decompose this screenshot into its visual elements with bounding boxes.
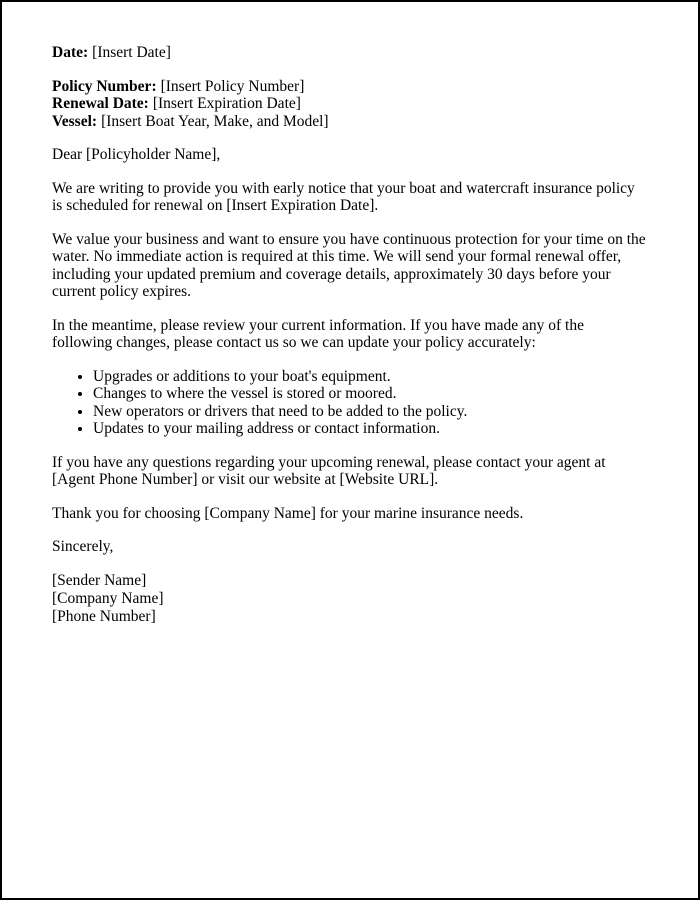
date-line (52, 44, 648, 62)
date-label: Date: (52, 44, 89, 61)
signature-company-name: [Company Name] (52, 589, 164, 607)
paragraph-renewal-notice: We are writing to provide you with early notice that your boat and watercraft insurance policy is scheduled for renewal on [Insert Expiration Date]. (52, 179, 635, 214)
policy-number-label: Policy Number: (52, 77, 157, 95)
vessel-line (52, 113, 648, 131)
paragraph-review-info: In the meantime, please review your current information. If you have made any of the following changes, please contact us so we can update your policy accurately: (52, 316, 584, 351)
date-value: [Insert Date] (92, 44, 171, 61)
policy-info-block (52, 78, 648, 131)
signature-phone-number: [Phone Number] (52, 607, 156, 625)
changes-bullet-list (52, 368, 648, 438)
bullet-contact: • Updates to your mailing address or contact information. (93, 420, 648, 438)
paragraph-value-business: We value your business and want to ensure you have continuous protection for your time on the water. No immediate action is required at this time. We will send your formal renewal offer, including your updated premium and coverage details, approximately 30 days before your current policy expires. (52, 230, 646, 300)
closing: Sincerely, (52, 538, 114, 555)
signature-block (52, 572, 648, 626)
vessel-value: [Insert Boat Year, Make, and Model] (101, 112, 329, 130)
renewal-date-label: Renewal Date: (52, 95, 149, 112)
renewal-date-value: [Insert Expiration Date] (152, 95, 301, 112)
policy-number-value: [Insert Policy Number] (160, 77, 305, 95)
bullet-storage: • Changes to where the vessel is stored or moored. (93, 385, 648, 403)
bullet-equipment: • Upgrades or additions to your boat's equipment. (93, 368, 648, 386)
signature-sender-name: [Sender Name] (52, 571, 147, 589)
vessel-label: Vessel: (52, 112, 98, 130)
bullet-operators: • New operators or drivers that need to be added to the policy. (93, 403, 648, 421)
renewal-date-line (52, 95, 648, 113)
policy-number-line (52, 78, 648, 96)
paragraph-questions: If you have any questions regarding your upcoming renewal, please contact your agent at [Agent Phone Number] or visit our website at [Website URL]. (52, 453, 606, 488)
salutation: Dear [Policyholder Name], (52, 146, 221, 163)
paragraph-thank-you: Thank you for choosing [Company Name] for your marine insurance needs. (52, 504, 524, 522)
